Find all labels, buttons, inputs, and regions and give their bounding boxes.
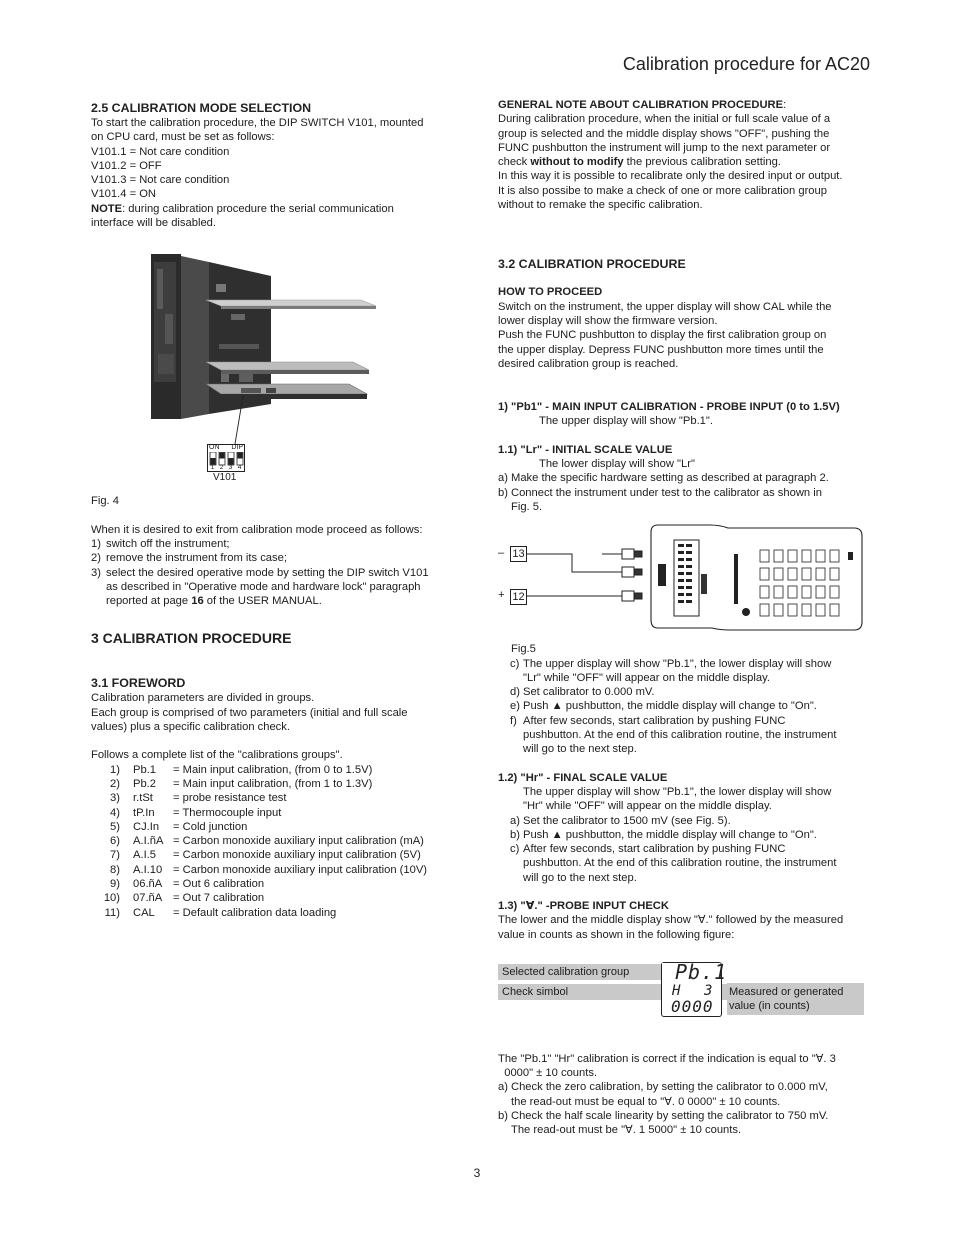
exit-step [91, 551, 453, 565]
how-to-proceed-title: HOW TO PROCEED [498, 286, 603, 299]
step-1-1-items [498, 471, 868, 514]
terminal-13: 13 [510, 546, 527, 562]
proceed-line: Push the FUNC pushbutton to display the first calibration group on [498, 329, 827, 342]
list-item [498, 828, 868, 842]
list-item-line: The upper display will show "Pb.1", the lower display will show [523, 657, 832, 670]
step-1-3-line: value in counts as shown in the following figure: [498, 928, 735, 941]
lower-display-value: 0000 [671, 996, 714, 1016]
list-item [498, 714, 868, 757]
list-item [498, 699, 868, 713]
text-run: the previous calibration setting. [623, 156, 781, 169]
list-item-line: Push ▲ pushbutton, the middle display will change to "On". [523, 700, 817, 713]
text-run: reported at page [106, 595, 192, 608]
group-description: = Main input calibration, (from 0 to 1.5V) [173, 763, 373, 776]
selected-group-band [498, 964, 662, 980]
final-check-line [498, 1052, 868, 1066]
page-title: Calibration procedure for AC20 [622, 54, 870, 74]
exit-intro: When it is desired to exit from calibration mode proceed as follows: [91, 523, 423, 536]
list-item-label: c) [510, 657, 520, 670]
calibration-group-row [91, 877, 453, 891]
dip-number: 1 [210, 464, 215, 472]
list-item-line: the read-out must be equal to "∀. 0 0000" ± 10 counts. [511, 1095, 781, 1108]
general-note-line [498, 112, 868, 126]
list-item-label: a) [498, 472, 508, 485]
list-item-label: a) [498, 1081, 508, 1094]
figure-4 [91, 254, 453, 486]
dip-setting: V101.1 = Not care condition [91, 145, 230, 158]
list-item-line: Check the zero calibration, by setting the calibrator to 0.000 mV, [511, 1081, 828, 1094]
group-number: 3) [110, 792, 120, 805]
list-item-line: Push ▲ pushbutton, the middle display will change to "On". [523, 828, 817, 841]
exit-step-line [106, 566, 453, 580]
final-check-line [498, 1066, 868, 1080]
list-item-line: After few seconds, start calibration by pushing FUNC [523, 843, 786, 856]
calibration-group-row [91, 763, 453, 777]
intro-line: To start the calibration procedure, the DIP SWITCH V101, mounted [91, 117, 424, 129]
list-item [498, 657, 868, 686]
proceed-line: Switch on the instrument, the upper display will show CAL while the [498, 300, 832, 313]
list-item [498, 685, 868, 699]
display-figure [498, 959, 864, 1018]
proceed-line: lower display will show the firmware version. [498, 314, 718, 327]
middle-display-check-symbol: H [672, 982, 682, 999]
group-code: CAL [133, 906, 155, 919]
list-item-label: b) [498, 486, 508, 499]
general-note-line [498, 169, 868, 183]
step-1-title: 1) "Pb1" - MAIN INPUT CALIBRATION - PROBE INPUT (0 to 1.5V) [498, 401, 840, 414]
section-3-2-title: 3.2 CALIBRATION PROCEDURE [498, 257, 686, 272]
group-number: 2) [110, 777, 120, 790]
general-note-line [498, 184, 868, 198]
dip-number: 4 [237, 464, 242, 472]
group-code: 07.ñA [133, 892, 163, 905]
exit-step-line [106, 580, 453, 594]
final-check-text [498, 1052, 868, 1081]
calibration-group-row [91, 906, 453, 920]
final-check-items [498, 1080, 868, 1137]
general-note-line [498, 155, 868, 169]
selected-group-label: Selected calibration group [502, 965, 630, 978]
group-number: 10) [103, 892, 120, 905]
note-label: NOTE [91, 202, 123, 215]
page-number: 3 [473, 1166, 481, 1180]
upper-display-value: Pb.1 [675, 959, 728, 984]
list-item-line: pushbutton. At the end of this calibration routine, the instrument [523, 729, 837, 742]
group-number: 7) [110, 849, 120, 862]
list-item [498, 486, 868, 515]
groups-list-intro: Follows a complete list of the "calibrations groups". [91, 749, 343, 762]
text-run: The "Pb.1" "Hr" calibration is correct if the indication is equal to "∀. 3 [498, 1052, 836, 1065]
general-note-title [498, 98, 868, 112]
dip-setting: V101.2 = OFF [91, 159, 162, 172]
dip-label: DIP [231, 444, 243, 452]
list-item [498, 471, 868, 485]
list-item [498, 1109, 868, 1138]
list-item-label: a) [510, 814, 520, 827]
group-code: Pb.2 [133, 777, 157, 790]
calibration-group-row [91, 891, 453, 905]
general-note-text [498, 112, 868, 212]
section-2-5-intro [91, 116, 453, 230]
list-item-line: Fig. 5. [511, 500, 543, 513]
list-item-line: Set calibrator to 0.000 mV. [523, 686, 655, 699]
exit-step [91, 566, 453, 609]
step-1-2-title: 1.2) "Hr" - FINAL SCALE VALUE [498, 771, 668, 784]
instrument-board-illustration [91, 254, 453, 486]
list-item-line: Check the half scale linearity by setting the calibrator to 750 mV. [511, 1110, 829, 1123]
list-item-label: b) [510, 828, 520, 841]
group-code: CJ.In [133, 820, 160, 833]
text-run: 0000" ± 10 counts. [498, 1067, 598, 1080]
section-3-title: 3 CALIBRATION PROCEDURE [91, 630, 292, 647]
bold-text: 16 [191, 595, 204, 608]
exit-step-line [106, 594, 453, 608]
calibrator-wiring-diagram [498, 524, 868, 632]
group-number: 4) [110, 806, 120, 819]
terminal-12: 12 [510, 589, 527, 605]
measured-label-line-2: value (in counts) [729, 999, 810, 1012]
how-to-proceed-text [498, 300, 868, 371]
measured-label-line-1: Measured or generated [729, 985, 844, 998]
group-code: Pb.1 [133, 763, 157, 776]
calibration-group-row [91, 848, 453, 862]
list-item-line: "Lr" while "OFF" will appear on the middle display. [523, 671, 770, 684]
foreword-line: Calibration parameters are divided in groups. [91, 692, 315, 705]
group-description: = probe resistance test [173, 792, 287, 805]
list-item-line: Connect the instrument under test to the calibrator as shown in [511, 486, 822, 499]
step-1-2-line: "Hr" while "OFF" will appear on the middle display. [523, 800, 772, 813]
group-description: = Carbon monoxide auxiliary input calibration (10V) [173, 863, 428, 876]
text-run: remove the instrument from its case; [106, 552, 287, 565]
list-item-line: The read-out must be "∀. 1 5000" ± 10 counts. [511, 1124, 742, 1137]
exit-steps [91, 537, 453, 608]
calibration-groups-list [91, 763, 453, 920]
group-description: = Thermocouple input [173, 806, 282, 819]
text-run: FUNC pushbutton the instrument will jump to the next parameter or [498, 141, 831, 154]
text-run: switch off the instrument; [106, 537, 230, 550]
group-number: 8) [110, 863, 120, 876]
group-number: 9) [110, 878, 120, 891]
dip-setting: V101.4 = ON [91, 188, 156, 201]
list-item-label: c) [510, 843, 520, 856]
terminal-plus-sign: + [498, 589, 505, 602]
note-line [91, 202, 453, 216]
step-1-3-text [498, 913, 868, 942]
calibration-group-row [91, 777, 453, 791]
text-run: as described in "Operative mode and hardware lock" paragraph [106, 580, 421, 593]
figure-5-steps [498, 657, 868, 757]
exit-step [91, 537, 453, 551]
middle-display-value: 3 [704, 982, 714, 999]
calibration-group-row [91, 806, 453, 820]
general-note-line [498, 127, 868, 141]
group-description: = Out 7 calibration [173, 892, 265, 905]
exit-step-number: 2) [91, 552, 101, 565]
text-run: of the USER MANUAL. [203, 595, 322, 608]
measured-value-band [727, 983, 864, 1015]
group-description: = Cold junction [173, 820, 248, 833]
group-number: 6) [110, 835, 120, 848]
group-code: tP.In [133, 806, 155, 819]
calibration-group-row [91, 863, 453, 877]
group-code: A.I.10 [133, 863, 163, 876]
text-run: group is selected and the middle display shows "OFF", pushing the [498, 127, 830, 140]
terminal-minus-sign: – [498, 547, 505, 560]
group-code: A.I.ñA [133, 835, 164, 848]
step-1-3-title: 1.3) "∀." -PROBE INPUT CHECK [498, 899, 669, 912]
calibration-group-row [91, 820, 453, 834]
group-number: 11) [104, 906, 120, 919]
exit-step-number: 1) [91, 537, 101, 550]
list-item [498, 1080, 868, 1109]
text-run: In this way it is possible to recalibrate only the desired input or output. [498, 170, 843, 183]
group-description: = Main input calibration, (from 1 to 1.3V) [173, 777, 373, 790]
group-code: A.I.5 [133, 849, 157, 862]
group-description: = Carbon monoxide auxiliary input calibration (mA) [173, 835, 424, 848]
group-number: 5) [110, 820, 120, 833]
group-description: = Carbon monoxide auxiliary input calibration (5V) [173, 849, 421, 862]
list-item-line: will go to the next step. [523, 871, 637, 884]
exit-step-number: 3) [91, 566, 101, 579]
foreword-text [91, 691, 453, 734]
dip-setting: V101.3 = Not care condition [91, 174, 230, 187]
intro-line: on CPU card, must be set as follows: [91, 131, 275, 144]
group-description: = Default calibration data loading [173, 906, 337, 919]
list-item-line: will go to the next step. [523, 743, 637, 756]
section-2-5-title: 2.5 CALIBRATION MODE SELECTION [91, 101, 312, 115]
list-item-line: Set the calibrator to 1500 mV (see Fig. 5). [523, 814, 731, 827]
calibration-group-row [91, 791, 453, 805]
step-1-3-line: The lower and the middle display show "∀." followed by the measured [498, 914, 844, 927]
group-code: 06.ñA [133, 878, 163, 891]
exit-step-line [106, 551, 453, 565]
step-1-text: The upper display will show "Pb.1". [539, 415, 713, 428]
general-note-line [498, 141, 868, 155]
dip-on-label: ON [209, 444, 220, 452]
calibration-group-row [91, 834, 453, 848]
general-note-title-colon: : [783, 99, 787, 111]
list-item-label: f) [510, 714, 517, 727]
dip-number: 2 [219, 464, 224, 472]
group-description: = Out 6 calibration [173, 878, 265, 891]
group-code: r.tSt [133, 792, 153, 805]
proceed-line: the upper display. Depress FUNC pushbutton more times until the [498, 343, 824, 356]
list-item [498, 842, 868, 885]
text-run: During calibration procedure, when the initial or full scale value of a [498, 113, 831, 126]
dip-number: 3 [228, 464, 233, 472]
list-item-label: d) [510, 686, 520, 699]
step-1-1-title: 1.1) "Lr" - INITIAL SCALE VALUE [498, 443, 673, 456]
figure-5-caption: Fig.5 [511, 643, 536, 656]
exit-procedure [91, 523, 453, 609]
list-item-line: pushbutton. At the end of this calibration routine, the instrument [523, 857, 837, 870]
list-item-line: After few seconds, start calibration by pushing FUNC [523, 714, 786, 727]
step-1-2-text [498, 785, 868, 814]
left-column [91, 100, 453, 920]
proceed-line: desired calibration group is reached. [498, 357, 679, 370]
dip-switch-label: V101 [213, 472, 237, 484]
bold-text: without to modify [530, 156, 624, 169]
text-run: It is also possibe to make a check of one or more calibration group [498, 184, 827, 197]
list-item-label: e) [510, 700, 520, 713]
dip-numbers [208, 464, 244, 471]
note-text: : during calibration procedure the serial communication [122, 202, 394, 215]
right-column [498, 98, 868, 1138]
step-1-1-text: The lower display will show "Lr" [539, 458, 695, 471]
list-item [498, 814, 868, 828]
general-note-title-text: GENERAL NOTE ABOUT CALIBRATION PROCEDURE [498, 99, 784, 111]
check-symbol-label: Check simbol [502, 985, 569, 998]
group-number: 1) [110, 763, 120, 776]
step-1-2-items [498, 814, 868, 885]
figure-4-caption: Fig. 4 [91, 495, 119, 508]
text-run: check [498, 156, 531, 169]
instrument-display [661, 959, 728, 1017]
note-line-2: interface will be disabled. [91, 217, 216, 230]
section-3-1-title: 3.1 FOREWORD [91, 676, 186, 691]
figure-5-wiring [498, 524, 868, 632]
foreword-line: values) plus a specific calibration check. [91, 721, 290, 734]
text-run: without to remake the specific calibration. [498, 199, 703, 212]
text-run: select the desired operative mode by setting the DIP switch V101 [106, 566, 429, 579]
foreword-line: Each group is comprised of two parameters (initial and full scale [91, 706, 408, 719]
list-item-line: Make the specific hardware setting as described at paragraph 2. [511, 472, 829, 485]
list-item-label: b) [498, 1110, 508, 1123]
general-note-line [498, 198, 868, 212]
dip-switch-v101 [207, 444, 245, 472]
exit-step-line [106, 537, 453, 551]
step-1-2-line: The upper display will show "Pb.1", the lower display will show [523, 785, 832, 798]
